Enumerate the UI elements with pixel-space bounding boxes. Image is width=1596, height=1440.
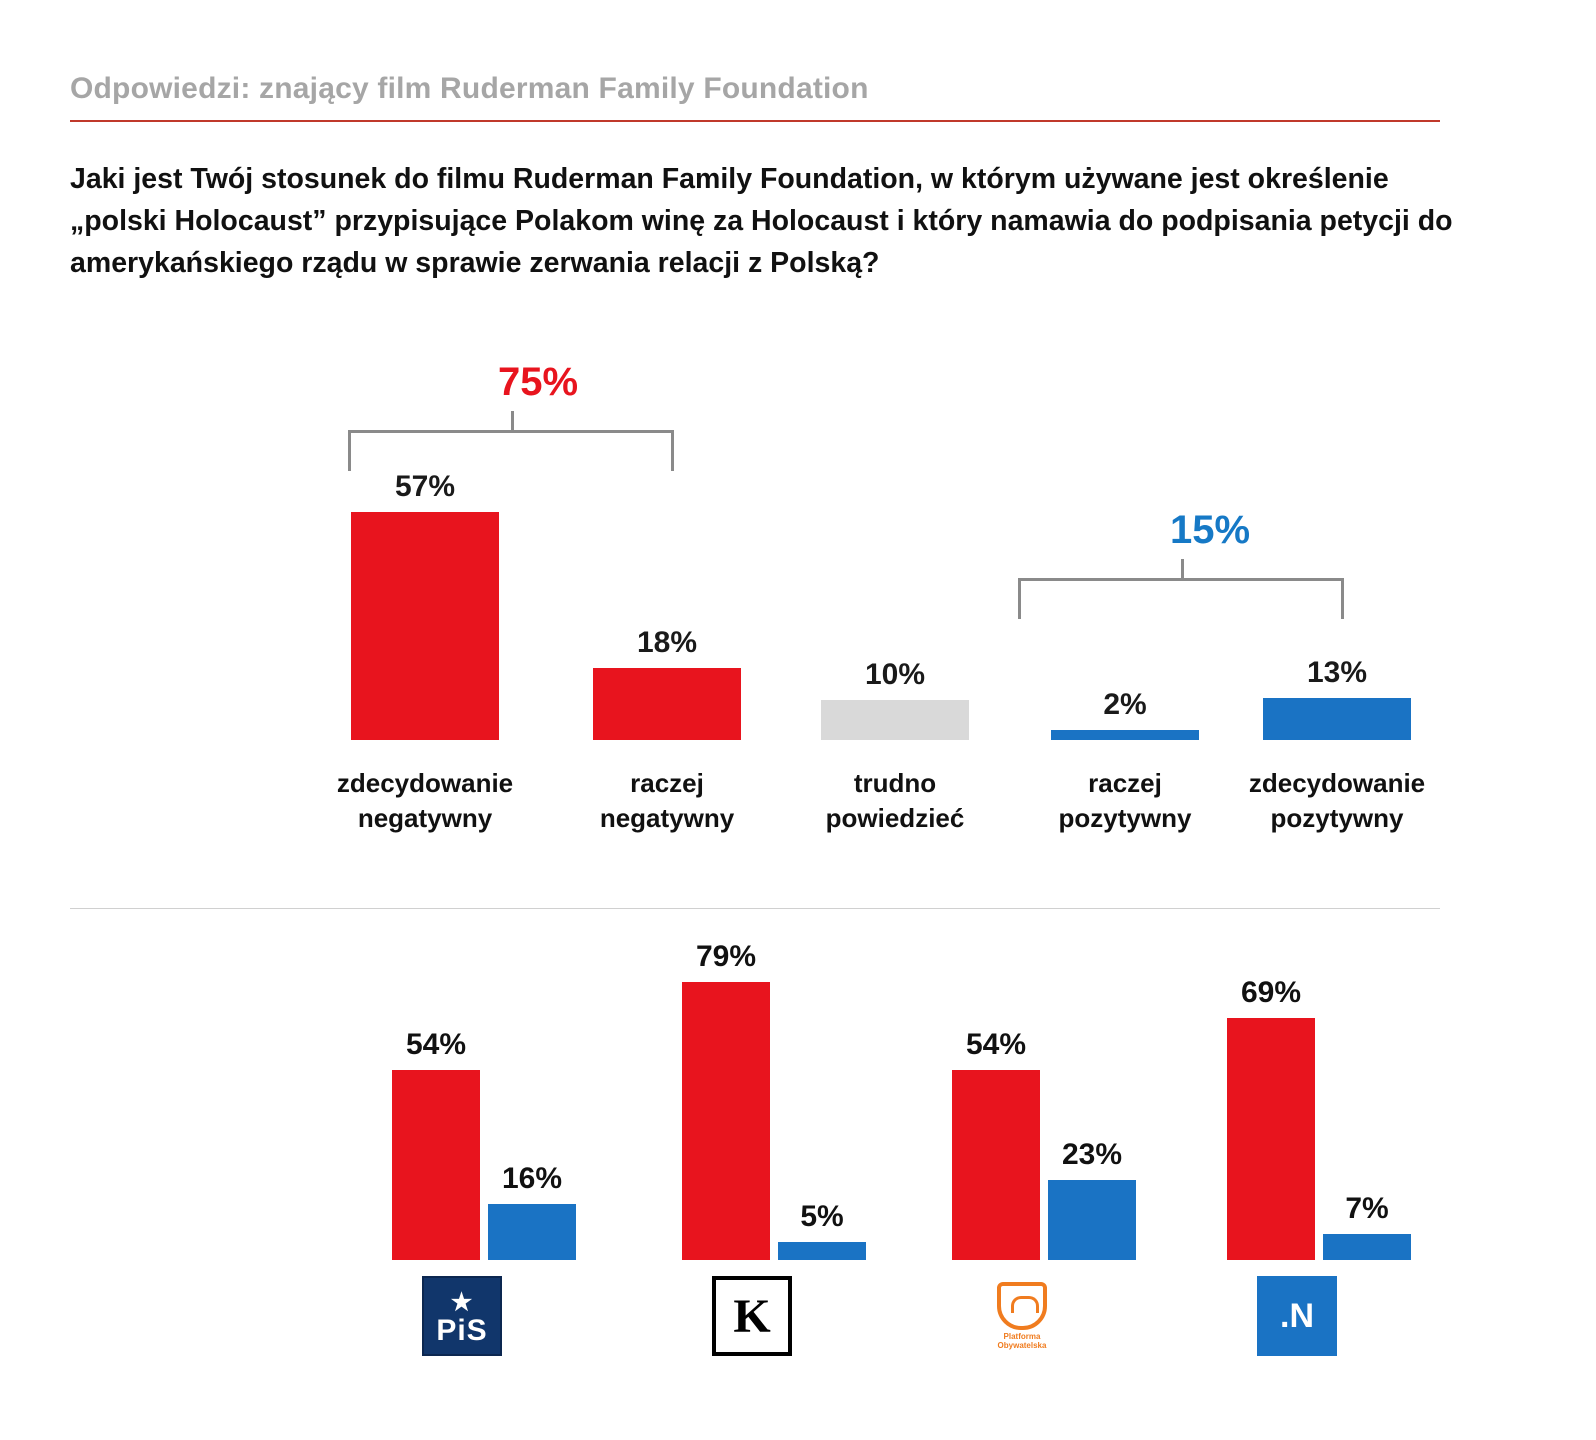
annotation-bracket-75 [348, 430, 674, 471]
bar-zdecydowanie-negatywny [351, 512, 499, 740]
kukiz-logo [712, 1276, 792, 1356]
party-bar-negative-nowoczesna [1227, 1018, 1315, 1260]
party-bar-positive-kukiz [778, 1242, 866, 1260]
party-bar-positive-po [1048, 1180, 1136, 1260]
bar-raczej-pozytywny [1051, 730, 1199, 740]
po-logo-line1: Platforma [1003, 1331, 1041, 1341]
bar-trudno-powiedziec [821, 700, 969, 740]
party-plot [650, 940, 930, 1260]
bar-plot [310, 470, 540, 740]
bar-plot [780, 500, 1010, 740]
party-value-negative-po: 54% [965, 1028, 1027, 1061]
party-value-negative-kukiz: 79% [695, 940, 757, 973]
bar-group-raczej-negatywny [552, 500, 782, 860]
shield-icon [997, 1282, 1047, 1330]
bar-category-zdecydowanie-negatywny: zdecydowanie negatywny [336, 767, 514, 833]
main-bars [70, 470, 1470, 860]
header [70, 72, 1470, 122]
header-divider [70, 120, 1440, 122]
party-group-po [920, 940, 1200, 1380]
party-group-nowoczesna [1195, 940, 1475, 1380]
party-bar-positive-pis [488, 1204, 576, 1260]
party-value-positive-po: 23% [1061, 1138, 1123, 1171]
bar-group-zdecydowanie-negatywny [310, 470, 540, 860]
nowoczesna-logo-text: .N [1257, 1276, 1337, 1356]
bar-plot [1222, 500, 1452, 740]
bar-plot [1010, 500, 1240, 740]
star-icon: ★ [450, 1289, 474, 1316]
bar-category-raczej-negatywny: raczej negatywny [599, 767, 735, 833]
party-bar-negative-pis [392, 1070, 480, 1260]
bar-raczej-negatywny [593, 668, 741, 740]
bar-plot [552, 500, 782, 740]
page-title: Odpowiedzi: znający film Ruderman Family Foundation [70, 72, 869, 105]
pis-logo [422, 1276, 502, 1356]
bar-group-zdecydowanie-pozytywny [1222, 500, 1452, 860]
party-plot [920, 970, 1200, 1260]
party-group-pis [360, 940, 640, 1380]
party-bar-chart [70, 940, 1470, 1380]
party-value-negative-pis: 54% [405, 1028, 467, 1061]
party-bar-negative-kukiz [682, 982, 770, 1260]
bar-value-raczej-negatywny: 18% [636, 626, 698, 659]
bar-value-zdecydowanie-pozytywny: 13% [1306, 656, 1368, 689]
bracket-stem [511, 411, 514, 433]
party-bar-positive-nowoczesna [1323, 1234, 1411, 1260]
bar-group-raczej-pozytywny [1010, 500, 1240, 860]
party-plot [1195, 970, 1475, 1260]
main-bar-chart [70, 350, 1470, 870]
bar-value-trudno-powiedziec: 10% [864, 658, 926, 691]
bar-category-zdecydowanie-pozytywny: zdecydowanie pozytywny [1248, 767, 1426, 833]
party-bar-negative-po [952, 1070, 1040, 1260]
bar-category-raczej-pozytywny: raczej pozytywny [1058, 767, 1192, 833]
party-value-positive-nowoczesna: 7% [1345, 1192, 1389, 1225]
bar-value-zdecydowanie-negatywny: 57% [394, 470, 456, 503]
bar-value-raczej-pozytywny: 2% [1103, 688, 1147, 721]
po-logo [982, 1276, 1062, 1356]
party-group-kukiz [650, 940, 930, 1380]
nowoczesna-logo [1257, 1276, 1337, 1356]
party-plot [360, 970, 640, 1260]
pis-logo-text: PiS [436, 1314, 488, 1347]
annotation-label-15: 15% [1170, 508, 1251, 552]
po-logo-line2: Obywatelska [997, 1340, 1047, 1350]
party-value-positive-kukiz: 5% [800, 1200, 844, 1233]
question-text: Jaki jest Twój stosunek do filmu Ruderman Family Foundation, w którym używane jest określenie „polski Holocaust” przypisujące Polakom winę za Holocaust i który namawia do podpisania petycji do amerykańskiego rządu w sprawie zerwania relacji z Polską? [70, 163, 1453, 280]
bar-zdecydowanie-pozytywny [1263, 698, 1411, 740]
party-value-negative-nowoczesna: 69% [1240, 976, 1302, 1009]
kukiz-logo-text: K [712, 1276, 792, 1356]
party-value-positive-pis: 16% [501, 1162, 563, 1195]
bar-group-trudno-powiedziec [780, 500, 1010, 860]
annotation-label-75: 75% [498, 360, 579, 404]
section-divider [70, 908, 1440, 909]
bar-category-trudno-powiedziec: trudno powiedzieć [825, 767, 965, 833]
